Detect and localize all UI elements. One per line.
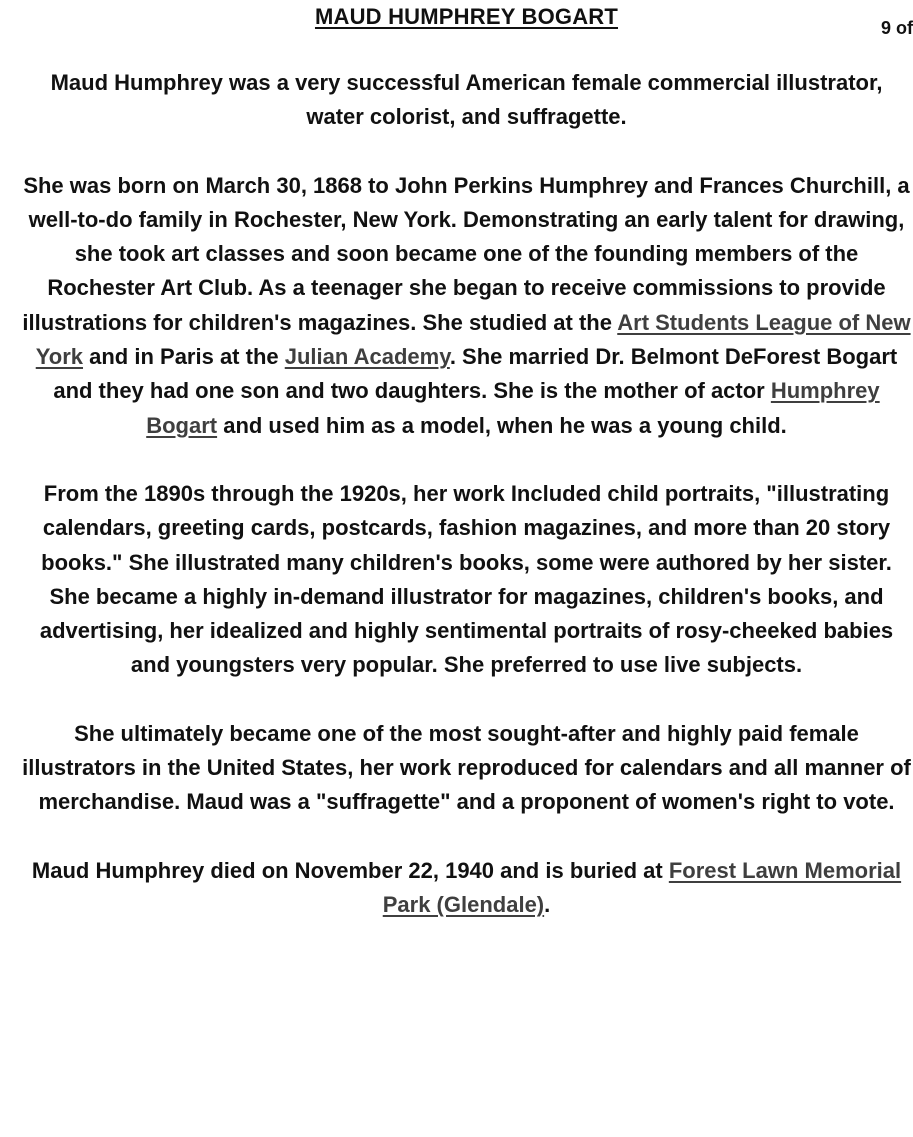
paragraph-text: and used him as a model, when he was a young child. [217,412,787,438]
link-humphrey-bogart[interactable]: Humphrey Bogart [146,378,880,438]
paragraph-biography [20,169,913,443]
paragraph-text: She was born on March 30, 1868 to John Perkins Humphrey and Frances Churchill, a well-to-do family in Rochester, New York. Demonstrating an early talent for drawing, she took art classes and soon became one of the founding members of the Rochester Art Club. As a teenager she began to receive commissions to provide illustrations for children's magazines. She studied at the [22,172,910,335]
link-art-students-league[interactable]: Art Students League of New York [35,309,911,370]
paragraph-text: . She married Dr. Belmont DeForest Bogart and they had one son and two daughters. She is the mother of actor [53,344,898,404]
link-forest-lawn-memorial-park[interactable]: Forest Lawn Memorial Park (Glendale) [382,857,902,917]
paragraph-intro: Maud Humphrey was a very successful American female commercial illustrator, water colorist, and suffragette. [50,70,883,130]
paragraph-death [20,854,913,923]
link-julian-academy[interactable]: Julian Academy [284,344,450,370]
page-indicator: 9 of [880,18,913,38]
paragraph-text: Maud Humphrey died on November 22, 1940 and is buried at [31,857,669,883]
paragraph-text: and in Paris at the [83,344,285,370]
document-body [20,66,913,956]
paragraph-text: . [544,891,551,917]
paragraph-later-career: She ultimately became one of the most sought-after and highly paid female illustrators in the United States, her work reproduced for calendars and all manner of merchandise. Maud was a "suffragette" and a proponent of women's right to vote. [22,720,911,815]
paragraph-career: From the 1890s through the 1920s, her work Included child portraits, "illustrating calendars, greeting cards, postcards, fashion magazines, and more than 20 story books." She illustrated many children's books, some were authored by her sister. She became a highly in-demand illustrator for magazines, children's books, and advertising, her idealized and highly sentimental portraits of rosy-cheeked babies and youngsters very popular. She preferred to use live subjects. [39,480,894,678]
page-title: MAUD HUMPHREY BOGART [314,4,619,29]
